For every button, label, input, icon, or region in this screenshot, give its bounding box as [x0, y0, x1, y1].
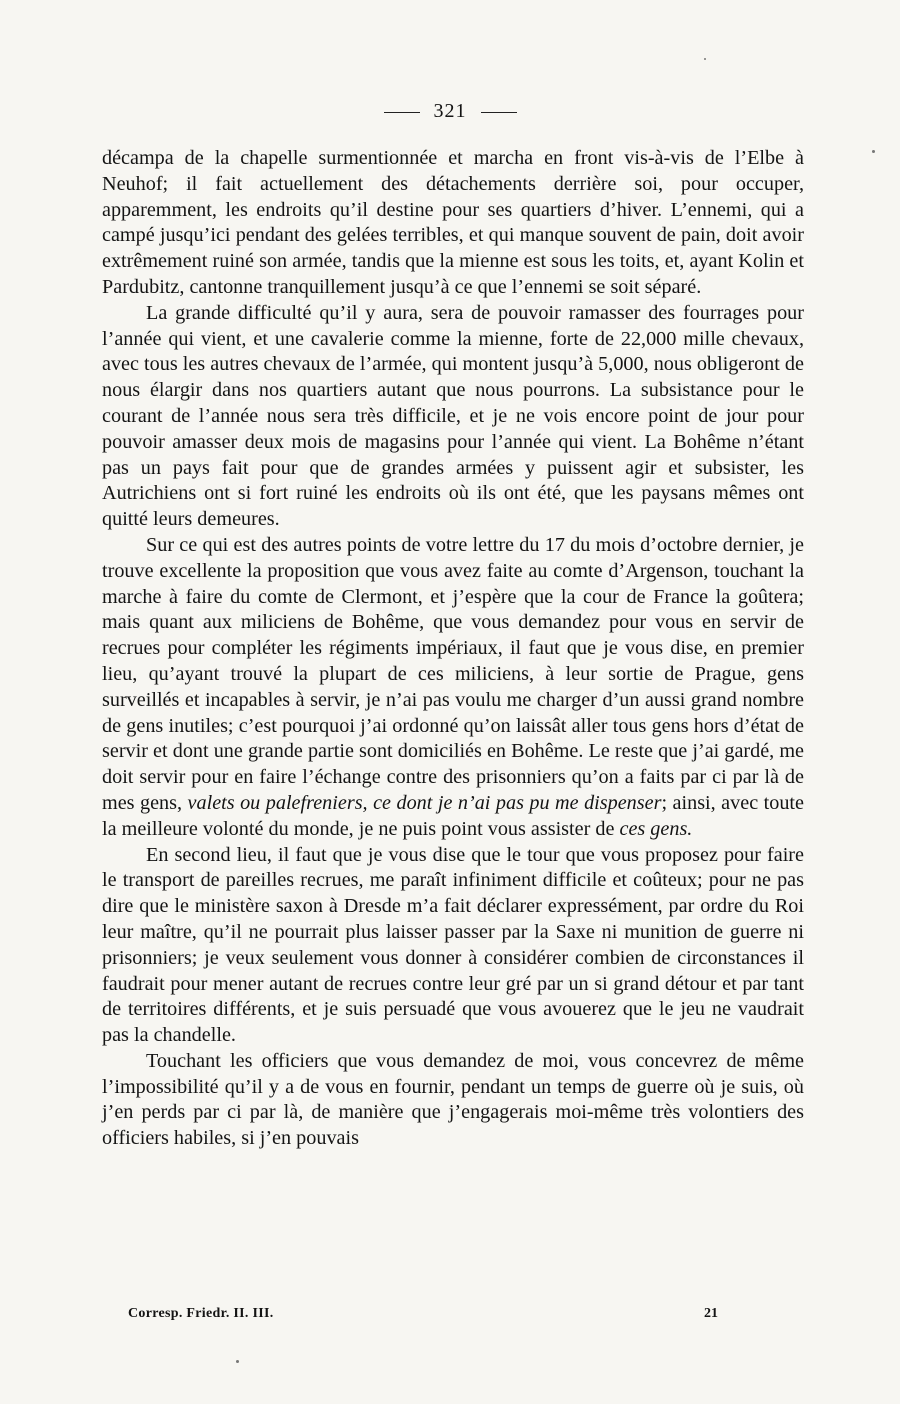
- text-segment: En second lieu, il faut que je vous dise que le tour que vous proposez pour faire le transport de pareilles recrues, me paraît infiniment difficile et coûteux; pour ne pas dire que le ministère saxon à Dresde m’a fait déclarer expressément, par ordre du Roi leur maître, qu’il ne pourrait plus laisser passer par la Saxe ni munition de guerre ni prisonniers; je veux seulement vous donner à considérer combien de circonstances il faudrait pour mener autant de recrues contre leur gré par un si grand détour et par tant de territoires différents, et je suis persuadé que vous avouerez que le jeu ne vaudrait pas la chandelle.: [102, 843, 804, 1047]
- paragraph: [102, 533, 804, 843]
- scan-speck: [236, 1360, 239, 1363]
- paragraph: [102, 843, 804, 1049]
- text-segment: Touchant les officiers que vous demandez de moi, vous concevrez de même l’impossibilité qu’il y a de vous en fournir, pendant un temps de guerre où je suis, où j’en perds par ci par là, de manière que j’engagerais moi-même très volontiers des officiers habiles, si j’en pouvais: [102, 1049, 804, 1150]
- paragraph: [102, 301, 804, 533]
- text-segment: décampa de la chapelle surmentionnée et marcha en front vis-à-vis de l’Elbe à Neuhof; il fait actuellement des détachements derrière soi, pour occuper, apparemment, les endroits qu’il destine pour ses quartiers d’hiver. L’ennemi, qui a campé jusqu’ici pendant des gelées terribles, et qui manque souvent de pain, doit avoir extrêmement ruiné son armée, tandis que la mienne est sous les toits, et, ayant Kolin et Pardubitz, cantonne tranquillement jusqu’à ce que l’ennemi se soit séparé.: [102, 147, 804, 298]
- paragraph: [102, 146, 804, 301]
- header-dash-left: [384, 112, 420, 113]
- text-segment: ; ainsi, avec toute la meilleure volonté du monde, je ne puis point vous assister de: [102, 791, 804, 840]
- page-header: [0, 100, 900, 123]
- paragraph: [102, 1049, 804, 1152]
- footer-signature: Corresp. Friedr. II. III.: [128, 1306, 274, 1321]
- italic-text-segment: valets ou palefreniers, ce dont je n’ai pas pu me dispenser: [187, 791, 662, 814]
- footer-sheet-number: 21: [704, 1306, 718, 1321]
- text-segment: La grande difficulté qu’il y aura, sera de pouvoir ramasser des fourrages pour l’année qui vient, et une cavalerie comme la mienne, forte de 22,000 mille chevaux, avec tous les autres chevaux de l’armée, qui montent jusqu’à 5,000, nous obligeront de nous élargir dans nos quartiers autant que nous pourrons. La subsistance pour le courant de l’année nous sera très difficile, et je ne vois encore point de jour pour pouvoir amasser deux mois de magasins pour l’année qui vient. La Bohême n’étant pas un pays fait pour que de grandes armées y puissent agir et subsister, les Autrichiens ont si fort ruiné les endroits où ils ont été, que les paysans mêmes ont quitté leurs demeures.: [102, 301, 804, 531]
- scan-speck: [704, 58, 706, 60]
- text-segment: Sur ce qui est des autres points de votre lettre du 17 du mois d’octobre dernier, je trouve excellente la proposition que vous avez faite au comte d’Argenson, touchant la marche à faire du comte de Clermont, et j’espère que la cour de France la goûtera; mais quant aux miliciens de Bohême, que vous demandez pour vous en servir de recrues pour compléter les régiments impériaux, il faut que je vous dise, en premier lieu, qu’ayant trouvé la plupart de ces miliciens, à leur sortie de Prague, gens surveillés et incapables à servir, je n’ai pas voulu me charger d’un aussi grand nombre de gens inutiles; c’est pourquoi j’ai ordonné qu’on laissât aller tous gens hors d’état de servir et dont une grande partie sont domiciliés en Bohême. Le reste que j’ai gardé, me doit servir pour en faire l’échange contre des prisonniers qu’on a faits par ci par là de mes gens,: [102, 533, 804, 814]
- page-number: 321: [433, 100, 467, 122]
- scan-speck: [872, 150, 875, 153]
- italic-text-segment: ces gens.: [619, 817, 693, 840]
- header-dash-right: [481, 112, 517, 113]
- body-text: [102, 146, 804, 1152]
